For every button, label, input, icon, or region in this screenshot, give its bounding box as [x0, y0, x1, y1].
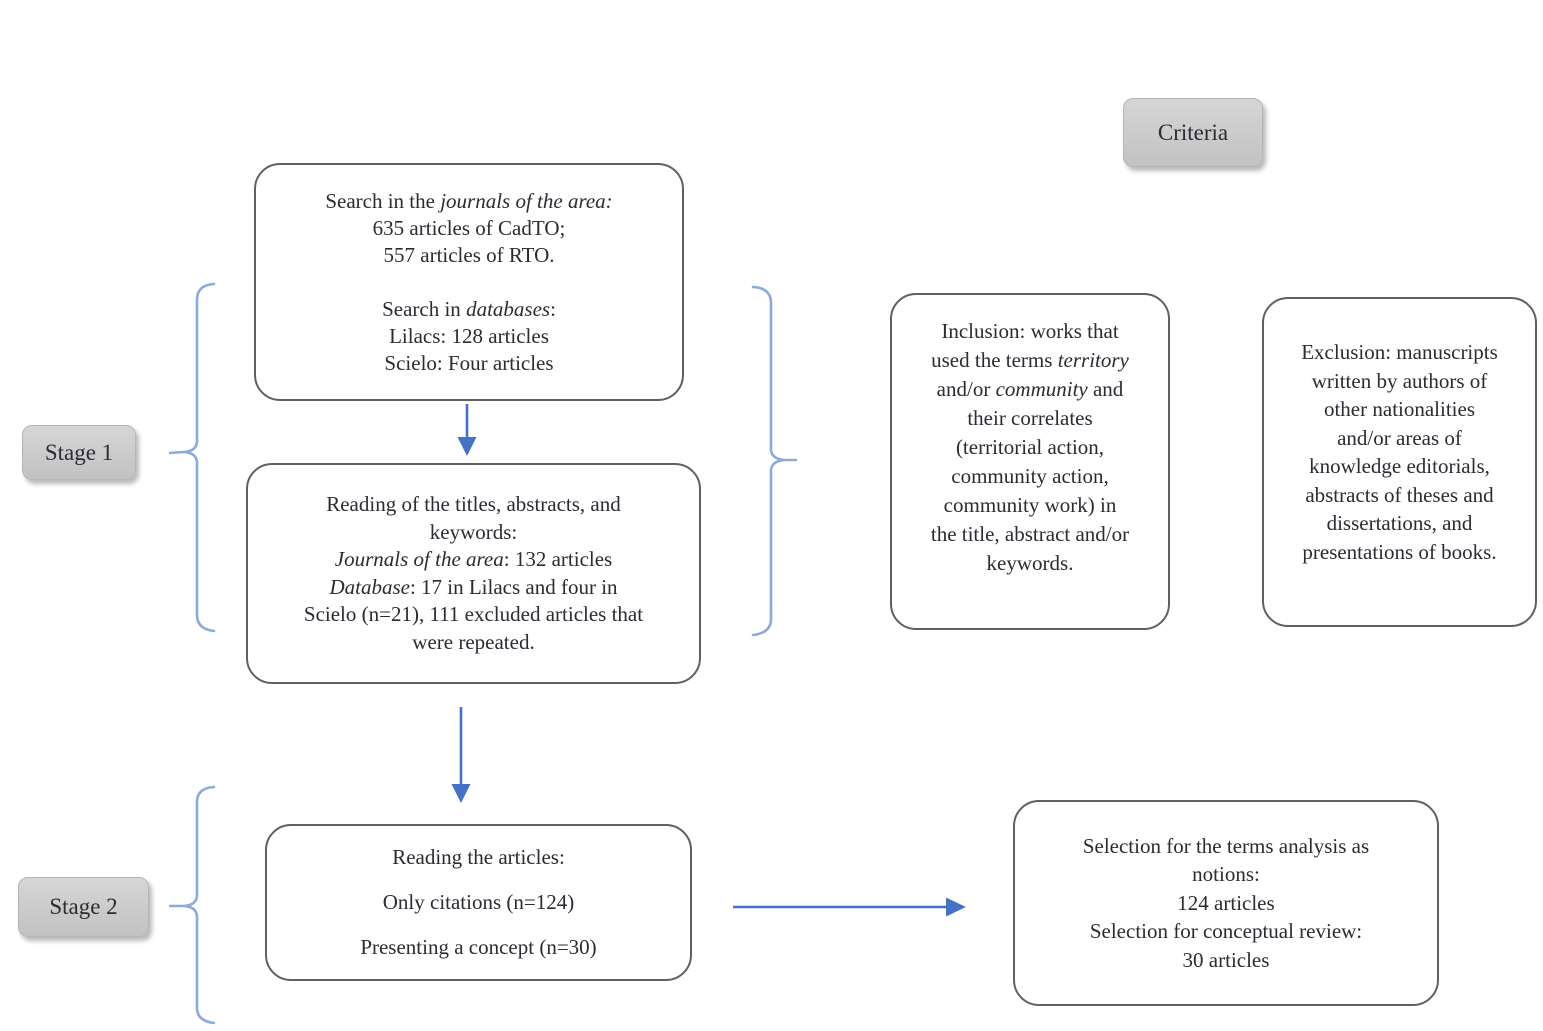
selection-results-box: Selection for the terms analysis as notions: 124 articles Selection for conceptual review: 30 articles	[1013, 800, 1439, 1006]
stage1-right-brace	[753, 287, 797, 635]
stage2-left-brace	[169, 787, 214, 1023]
stage1-label: Stage 1	[22, 425, 136, 480]
criteria-label: Criteria	[1123, 98, 1263, 167]
arrow-search-to-reading	[458, 404, 477, 456]
stage1-left-brace	[169, 284, 214, 631]
arrow-reading-to-articles	[452, 707, 471, 803]
inclusion-criteria-box: Inclusion: works that used the terms territory and/or community and their correlates (territorial action, community action, community work) in the title, abstract and/or keywords.	[890, 293, 1170, 630]
exclusion-criteria-box: Exclusion: manuscripts written by authors of other nationalities and/or areas of knowledge editorials, abstracts of theses and dissertations, and presentations of books.	[1262, 297, 1537, 627]
arrow-articles-to-selection	[733, 898, 966, 917]
stage2-label: Stage 2	[18, 877, 149, 937]
reading-titles-box: Reading of the titles, abstracts, and keywords: Journals of the area: 132 articles Database: 17 in Lilacs and four in Scielo (n=21), 111 excluded articles that were repeated.	[246, 463, 701, 684]
search-sources-box: Search in the journals of the area: 635 articles of CadTO; 557 articles of RTO. Search in databases: Lilacs: 128 articles Scielo: Four articles	[254, 163, 684, 401]
reading-articles-box: Reading the articles: Only citations (n=124) Presenting a concept (n=30)	[265, 824, 692, 981]
